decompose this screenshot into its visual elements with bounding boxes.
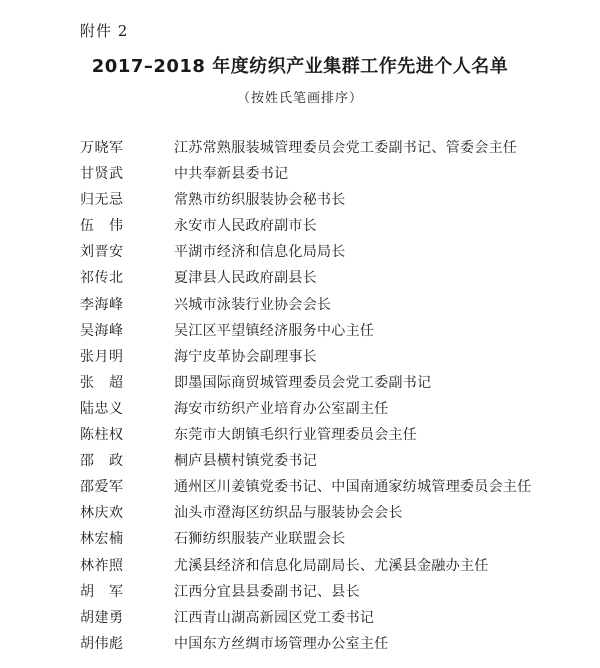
person-title: 桐庐县横村镇党委书记 <box>174 453 317 470</box>
list-item <box>0 451 600 477</box>
person-title: 中国东方丝绸市场管理办公室主任 <box>174 635 389 652</box>
document-title: 2017–2018 年度纺织产业集群工作先进个人名单 <box>91 56 509 77</box>
list-item <box>0 582 600 608</box>
person-title: 尤溪县经济和信息化局副局长、尤溪县金融办主任 <box>174 557 489 574</box>
person-title: 江西青山湖高新园区党工委书记 <box>174 609 375 626</box>
person-name: 胡建勇 <box>80 609 124 626</box>
person-name: 邵爱军 <box>80 479 124 496</box>
person-name: 林祚照 <box>80 557 124 574</box>
person-name: 林宏楠 <box>80 531 124 548</box>
list-item <box>0 425 600 451</box>
list-item <box>0 634 600 660</box>
list-item <box>0 242 600 268</box>
person-name: 张 超 <box>80 374 124 391</box>
list-item <box>0 529 600 555</box>
person-name: 林庆欢 <box>80 505 124 522</box>
person-title: 海宁皮革协会副理事长 <box>174 348 317 365</box>
list-item <box>0 295 600 321</box>
person-name: 胡伟彪 <box>80 635 124 652</box>
list-item <box>0 556 600 582</box>
list-item <box>0 164 600 190</box>
person-title: 常熟市纺织服装协会秘书长 <box>174 192 346 209</box>
person-name: 陆忠义 <box>80 400 124 417</box>
list-item <box>0 347 600 373</box>
person-name: 万晓军 <box>80 140 124 156</box>
list-item <box>0 138 600 164</box>
list-item <box>0 503 600 529</box>
list-item <box>0 216 600 242</box>
person-title: 平湖市经济和信息化局局长 <box>174 244 346 261</box>
person-name: 归无忌 <box>80 192 124 209</box>
person-title: 江苏常熟服装城管理委员会党工委副书记、管委会主任 <box>174 140 518 156</box>
person-title: 即墨国际商贸城管理委员会党工委副书记 <box>174 374 432 391</box>
attachment-label: 附件 2 <box>80 22 129 40</box>
person-title: 东莞市大朗镇毛织行业管理委员会主任 <box>174 427 418 444</box>
person-name: 胡 军 <box>80 583 124 600</box>
person-name: 张月明 <box>80 348 124 365</box>
person-title: 兴城市泳装行业协会会长 <box>174 296 332 313</box>
honoree-list <box>0 138 600 660</box>
person-title: 吴江区平望镇经济服务中心主任 <box>174 322 375 339</box>
list-item <box>0 190 600 216</box>
list-item <box>0 373 600 399</box>
list-item <box>0 399 600 425</box>
person-title: 通州区川姜镇党委书记、中国南通家纺城管理委员会主任 <box>174 479 532 496</box>
list-item <box>0 608 600 634</box>
person-title: 汕头市澄海区纺织品与服装协会会长 <box>174 505 403 522</box>
person-name: 刘晋安 <box>80 244 124 261</box>
person-title: 海安市纺织产业培育办公室副主任 <box>174 400 389 417</box>
person-name: 吴海峰 <box>80 322 124 339</box>
person-name: 祁传北 <box>80 270 124 287</box>
person-name: 李海峰 <box>80 296 124 313</box>
person-title: 江西分宜县县委副书记、县长 <box>174 583 360 600</box>
list-item <box>0 268 600 294</box>
list-item <box>0 321 600 347</box>
person-title: 中共奉新县委书记 <box>174 166 289 183</box>
sort-note: （按姓氏笔画排序） <box>236 91 363 106</box>
list-item <box>0 477 600 503</box>
person-name: 伍 伟 <box>80 218 124 235</box>
person-name: 甘贤武 <box>80 166 124 183</box>
person-title: 夏津县人民政府副县长 <box>174 270 317 287</box>
person-name: 陈柱权 <box>80 427 124 444</box>
person-title: 永安市人民政府副市长 <box>174 218 317 235</box>
person-name: 邵 政 <box>80 453 124 470</box>
person-title: 石狮纺织服装产业联盟会长 <box>174 531 346 548</box>
